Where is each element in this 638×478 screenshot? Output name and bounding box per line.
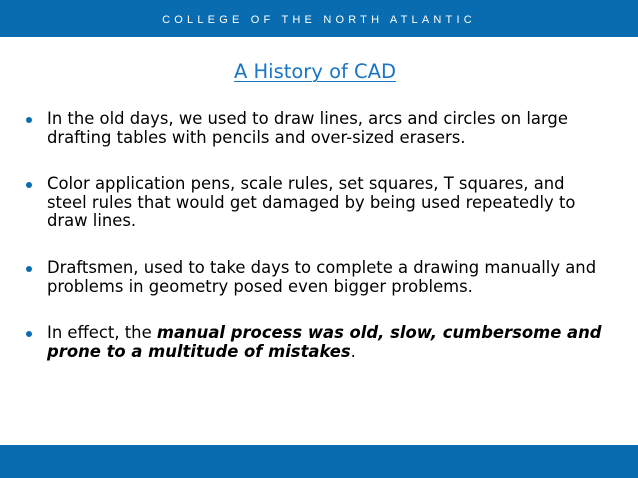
bullet-text-emphasis: manual process was old, slow, cumbersome and prone to a multitude of mistakes [47,323,602,361]
bullet-item [24,324,604,361]
bullet-text: In the old days, we used to draw lines, arcs and circles on large drafting tables with pencils and over-sized erasers. [47,109,568,147]
header-bar [0,0,638,37]
bullet-text: Draftsmen, used to take days to complete a drawing manually and problems in geometry posed even bigger problems. [47,257,597,296]
bullet-dot-icon [26,266,32,272]
bullet-text-suffix: . [350,341,356,361]
bullet-text-prefix: In effect, the [47,323,157,343]
bullet-list [24,110,604,389]
slide-title-container [0,60,638,83]
bullet-item [24,110,604,147]
bullet-text: Color application pens, scale rules, set squares, T squares, and steel rules that would get damaged by being used repeatedly to draw lines. [47,174,576,231]
bullet-item [24,175,604,231]
bullet-item [24,259,604,296]
bullet-dot-icon [26,182,32,188]
bullet-dot-icon [26,117,32,123]
bullet-dot-icon [26,331,32,337]
institution-name: COLLEGE OF THE NORTH ATLANTIC [162,13,476,26]
footer-bar [0,445,638,478]
slide-title[interactable]: A History of CAD [233,60,397,83]
